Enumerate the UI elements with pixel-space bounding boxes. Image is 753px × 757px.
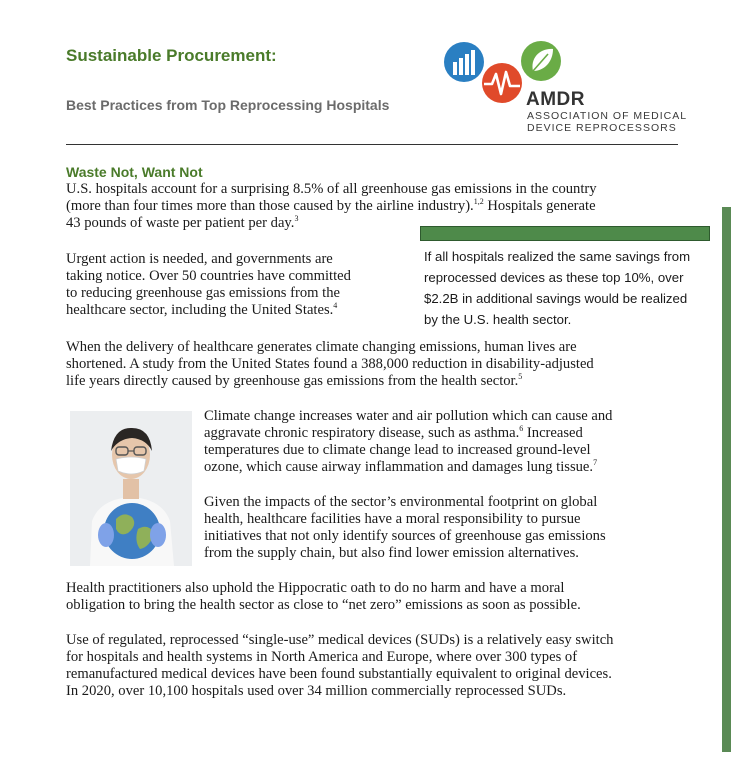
text-line: [66, 373, 716, 390]
text-line: [204, 459, 714, 476]
paragraph-climate-change: [204, 408, 714, 476]
text-line: Use of regulated, reprocessed “single-use” medical devices (SUDs) is a relatively easy switch: [66, 632, 614, 648]
text-line: shortened. A study from the United States found a 388,000 reduction in disability-adjusted: [66, 356, 594, 372]
text-run: (more than four times more than those caused by the airline industry).: [66, 198, 474, 214]
text-line: Health practitioners also uphold the Hippocratic oath to do no harm and have a moral: [66, 580, 565, 596]
callout-line: If all hospitals realized the same savings from: [424, 249, 691, 264]
doctor-globe-photo: [70, 411, 192, 566]
text-run: ozone, which cause airway inflammation and damages lung tissue.: [204, 459, 594, 475]
text-line: to reducing greenhouse gas emissions from the: [66, 285, 340, 301]
text-run: Increased: [523, 425, 583, 441]
text-line: Climate change increases water and air pollution which can cause and: [204, 408, 613, 424]
footnote-ref: 5: [518, 372, 523, 382]
text-line: initiatives that not only identify sources of greenhouse gas emissions: [204, 528, 606, 544]
page-subtitle: Best Practices from Top Reprocessing Hospitals: [66, 97, 390, 113]
logo-wordmark: AMDR: [526, 89, 585, 110]
footnote-ref: 4: [333, 301, 338, 311]
sidebar-accent-bar: [722, 207, 731, 752]
text-line: [66, 302, 411, 319]
bar-chart-icon: [444, 42, 484, 82]
text-line: for hospitals and health systems in North America and Europe, where over 300 types of: [66, 649, 578, 665]
callout-line: reprocessed devices as these top 10%, over: [424, 270, 684, 285]
paragraph-moral-responsibility: [204, 494, 714, 562]
text-line: U.S. hospitals account for a surprising 8.5% of all greenhouse gas emissions in the country: [66, 181, 597, 197]
leaf-icon: [521, 41, 561, 81]
text-line: obligation to bring the health sector as close to “net zero” emissions as soon as possible.: [66, 597, 581, 613]
paragraph-hippocratic-oath: [66, 580, 716, 614]
text-run: Hospitals generate: [483, 198, 596, 214]
text-line: from the supply chain, but also find lower emission alternatives.: [204, 545, 579, 561]
text-line: Urgent action is needed, and governments are: [66, 251, 333, 267]
text-line: Given the impacts of the sector’s environmental footprint on global: [204, 494, 598, 510]
paragraph-reprocessed-suds: [66, 632, 716, 700]
text-run: 43 pounds of waste per patient per day.: [66, 215, 295, 231]
text-line: taking notice. Over 50 countries have committed: [66, 268, 351, 284]
paragraph-urgent-action: [66, 251, 411, 319]
text-line: health, healthcare facilities have a moral responsibility to pursue: [204, 511, 581, 527]
text-run: healthcare sector, including the United States.: [66, 302, 334, 318]
callout-accent-bar: [420, 226, 710, 241]
text-line: [66, 198, 706, 215]
text-line: temperatures due to climate change lead to increased ground-level: [204, 442, 591, 458]
text-line: remanufactured medical devices have been found substantially equivalent to original devices.: [66, 666, 612, 682]
paragraph-intro: [66, 181, 706, 232]
callout-line: $2.2B in additional savings would be realized: [424, 291, 688, 306]
footnote-ref: 1,2: [473, 197, 484, 207]
savings-callout: [424, 246, 714, 330]
section-heading: Waste Not, Want Not: [66, 164, 203, 180]
logo-tagline-line: ASSOCIATION OF MEDICAL: [527, 110, 688, 122]
header-divider: [66, 144, 678, 145]
logo-tagline-line: DEVICE REPROCESSORS: [527, 122, 677, 134]
text-run: aggravate chronic respiratory disease, such as asthma.: [204, 425, 520, 441]
text-run: life years directly caused by greenhouse gas emissions from the health sector.: [66, 373, 519, 389]
text-line: [204, 425, 714, 442]
footnote-ref: 6: [519, 424, 524, 434]
heartbeat-icon: [482, 63, 522, 103]
callout-line: by the U.S. health sector.: [424, 312, 572, 327]
footnote-ref: 3: [294, 214, 299, 224]
logo-tagline: [527, 110, 697, 134]
text-line: When the delivery of healthcare generates climate changing emissions, human lives are: [66, 339, 577, 355]
text-line: In 2020, over 10,100 hospitals used over 34 million commercially reprocessed SUDs.: [66, 683, 567, 699]
page-title: Sustainable Procurement:: [66, 46, 277, 65]
paragraph-lives-shortened: [66, 339, 716, 390]
footnote-ref: 7: [593, 458, 598, 468]
